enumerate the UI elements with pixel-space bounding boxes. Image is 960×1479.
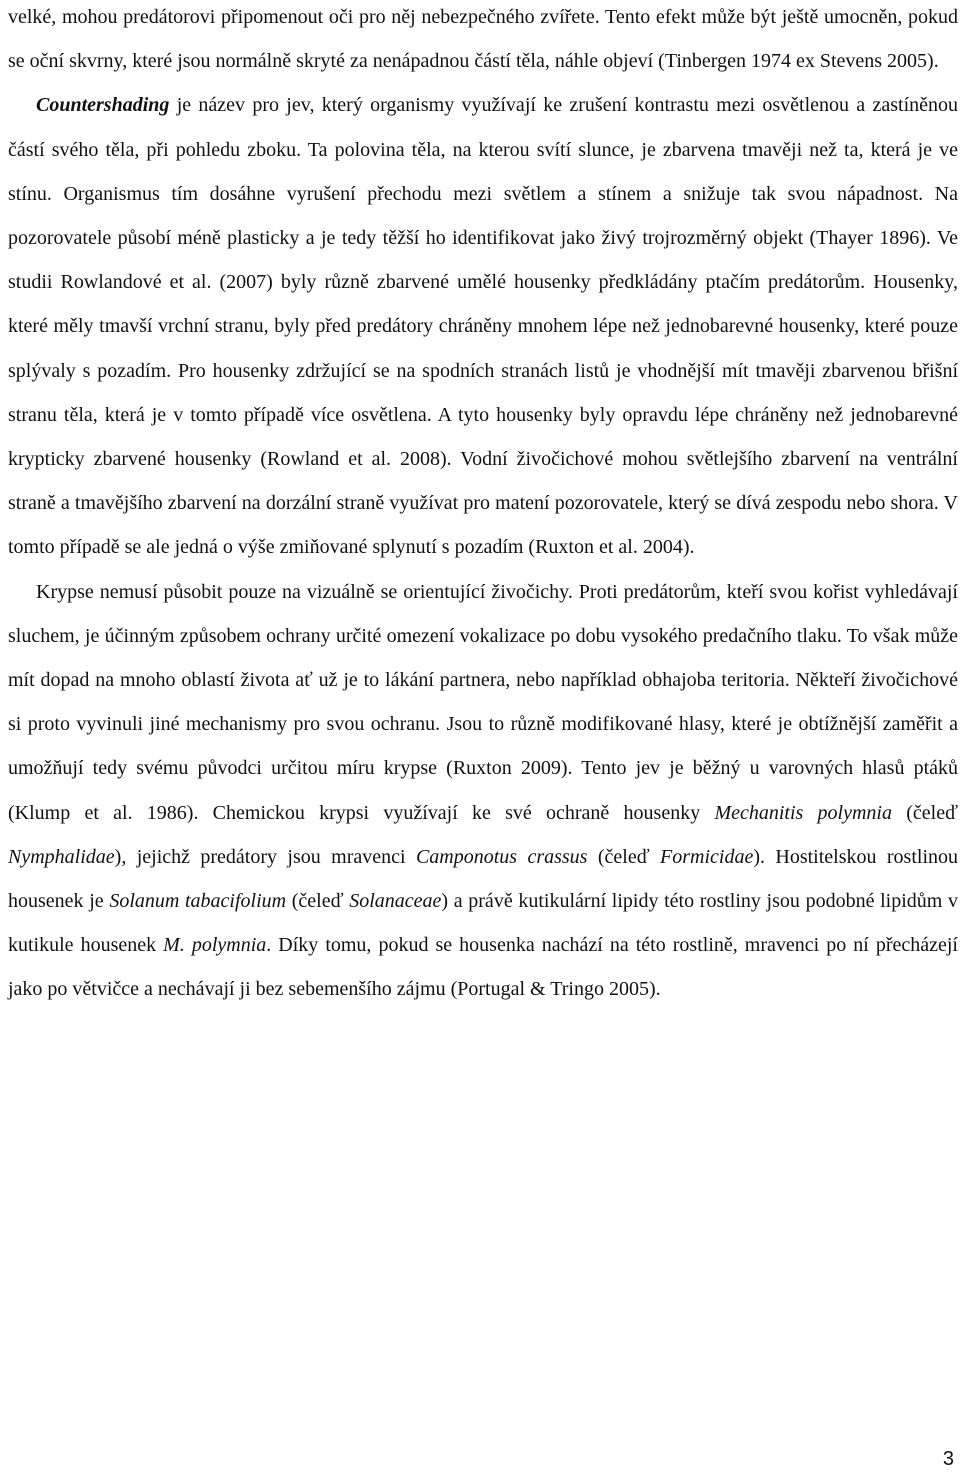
text-run: . Díky tomu, pokud se housenka nachází na této rostlině, mravenci po ní přecházejí jako po větvičce a nechávají ji bez sebemenšího zájmu (Portugal & Tringo 2005).	[8, 934, 958, 1001]
emphasis-text-run: Solanum tabacifolium	[109, 890, 287, 913]
emphasis-text-run: Solanaceae	[349, 890, 442, 913]
emphasis-text-run: Mechanitis polymnia	[714, 801, 892, 824]
text-run: Krypse nemusí působit pouze na vizuálně se orientující živočichy. Proti predátorům, kteří svou kořist vyhledávají sluchem, je účinným způsobem ochrany určité omezení vokalizace po dobu vysokého predačního tlaku. To však může mít dopad na mnoho oblastí života ať už je to lákání partnera, nebo například obhajoba teritoria. Někteří živočichové si proto vyvinuli jiné mechanismy pro svou ochranu. Jsou to různě modifikované hlasy, které je obtížnější zaměřit a umožňují tedy svému původci určitou míru krypse (Ruxton 2009). Tento jev je běžný u varovných hlasů ptáků (Klump et al. 1986). Chemickou krypsi využívají ke své ochraně housenky	[8, 580, 958, 824]
paragraph-eyespots-continuation	[8, 0, 958, 83]
text-run: ), jejichž predátory jsou mravenci	[114, 845, 416, 868]
emphasis-text-run: Formicidae	[660, 845, 754, 868]
page-number: 3	[942, 1448, 954, 1470]
emphasis-text-run: M. polymnia	[163, 934, 267, 957]
emphasis-text-run: Camponotus crassus	[415, 845, 588, 868]
text-run: velké, mohou predátorovi připomenout oči pro něj nebezpečného zvířete. Tento efekt může být ještě umocněn, pokud se oční skvrny, které jsou normálně skryté za nenápadnou částí těla, náhle objeví (Tinbergen 1974 ex Stevens 2005).	[8, 6, 958, 73]
text-run: ). Hostitelskou rostlinou housenek je	[8, 845, 959, 913]
paragraph-countershading	[8, 83, 958, 569]
emphasis-text-run: Nymphalidae	[8, 845, 115, 868]
text-run: (čeleď	[587, 845, 661, 868]
text-run: (čeleď	[286, 890, 350, 913]
text-run: je název pro jev, který organismy využívají ke zrušení kontrastu mezi osvětlenou a zastíněnou částí svého těla, při pohledu zboku. Ta polovina těla, na kterou svítí slunce, je zbarvena tmavěji než ta, která je ve stínu. Organismus tím dosáhne vyrušení přechodu mezi světlem a stínem a snižuje tak svou nápadnost. Na pozorovatele působí méně plasticky a je tedy těžší ho identifikovat jako živý trojrozměrný objekt (Thayer 1896). Ve studii Rowlandové et al. (2007) byly různě zbarvené umělé housenky předkládány ptačím predátorům. Housenky, které měly tmavší vrchní stranu, byly před predátory chráněny mnohem lépe než jednobarevné housenky, které pouze splývaly s pozadím. Pro housenky zdržující se na spodních stranách listů je vhodnější mít tmavěji zbarvenou břišní stranu těla, která je v tomto případě více osvětlena. A tyto housenky byly opravdu lépe chráněny než jednobarevné krypticky zbarvené housenky (Rowland et al. 2008). Vodní živočichové mohou světlejšího zbarvení na ventrální straně a tmavějšího zbarvení na dorzální straně využívat pro matení pozorovatele, který se dívá zespodu nebo shora. V tomto případě se ale jedná o výše zmiňované splynutí s pozadím (Ruxton et al. 2004).	[8, 94, 958, 559]
paragraph-acoustic-chemical-crypsis	[8, 570, 958, 1012]
emphasis-text-run: Countershading	[36, 94, 170, 117]
text-run: ) a právě kutikulární lipidy této rostliny jsou podobné lipidům v kutikule housenek	[8, 890, 959, 957]
document-page	[8, 0, 958, 1012]
text-run: (čeleď	[891, 801, 958, 824]
